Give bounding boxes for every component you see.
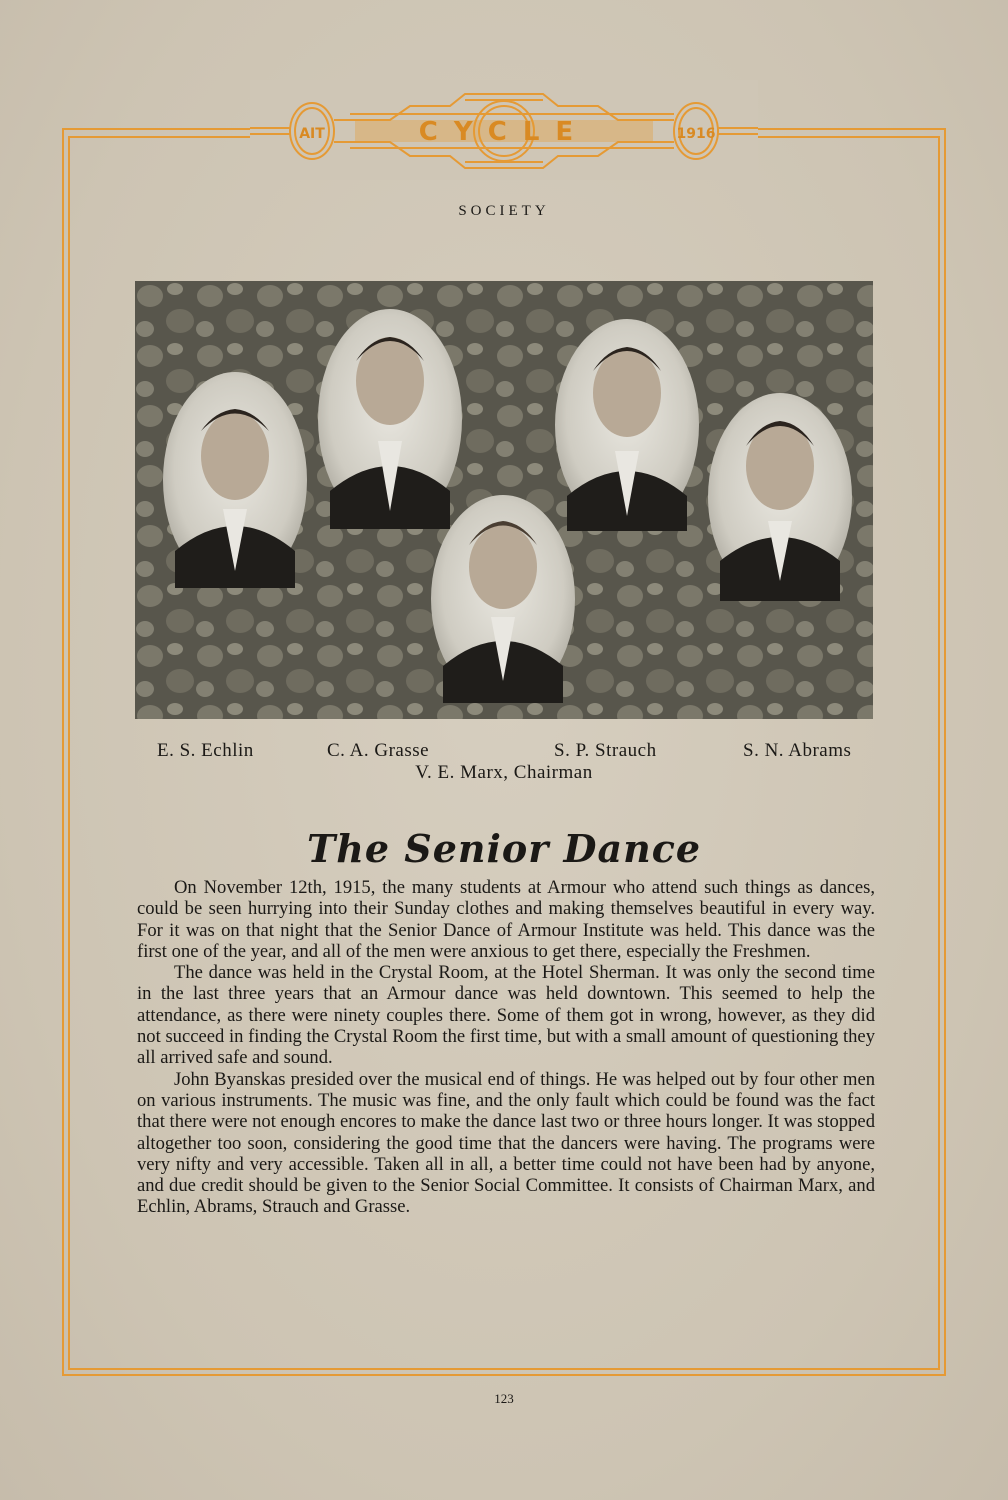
- emblem-title: CYCLE: [418, 117, 590, 147]
- section-title: SOCIETY: [458, 203, 550, 219]
- paragraph: The dance was held in the Crystal Room, at the Hotel Sherman. It was only the second time in the last three years that an Armour dance was held downtown. This seemed to help the attendance, as there were ninety couples there. Some of them got in wrong, however, as they did not succeed in finding the Crystal Room the first time, but with a small amount of questioning they all arrived safe and sound.: [137, 962, 875, 1069]
- page-number: 123: [494, 1391, 514, 1406]
- article-body: [137, 877, 875, 1218]
- caption-name-grasse: C. A. Grasse: [327, 740, 430, 761]
- article-title: The Senior Dance: [306, 826, 702, 871]
- caption-name-strauch: S. P. Strauch: [554, 740, 657, 761]
- cycle-header-emblem: [250, 80, 758, 180]
- caption-name-echlin: E. S. Echlin: [157, 740, 254, 761]
- portrait-strauch: [555, 319, 699, 531]
- caption-chairman: V. E. Marx, Chairman: [415, 762, 593, 783]
- portrait-marx: [431, 495, 575, 703]
- caption-name-abrams: S. N. Abrams: [743, 740, 852, 761]
- emblem-left-mark: AIT: [299, 126, 325, 142]
- emblem-graphic: [250, 80, 758, 180]
- portrait-grasse: [318, 309, 462, 529]
- portrait-abrams: [708, 393, 852, 601]
- paragraph: John Byanskas presided over the musical end of things. He was helped out by four other men on various instruments. The music was fine, and the only fault which could be found was the fact that there were not enough encores to make the dance last two or three hours longer. It was stopped altogether too soon, considering the good time that the dancers were having. The programs were very nifty and very accessible. Taken all in all, a better time could not have been had by anyone, and due credit should be given to the Senior Social Committee. It consists of Chairman Marx, and Echlin, Abrams, Strauch and Grasse.: [137, 1068, 875, 1218]
- committee-portrait-photo: [135, 281, 873, 719]
- emblem-right-year: 1916: [676, 126, 716, 142]
- portrait-echlin: [163, 372, 307, 588]
- paragraph: On November 12th, 1915, the many students at Armour who attend such things as dances, could be seen hurrying into their Sunday clothes and making themselves beautiful in every way. For it was on that night that the Senior Dance of Armour Institute was held. This dance was the first one of the year, and all of the men were anxious to get there, especially the Freshmen.: [137, 877, 875, 962]
